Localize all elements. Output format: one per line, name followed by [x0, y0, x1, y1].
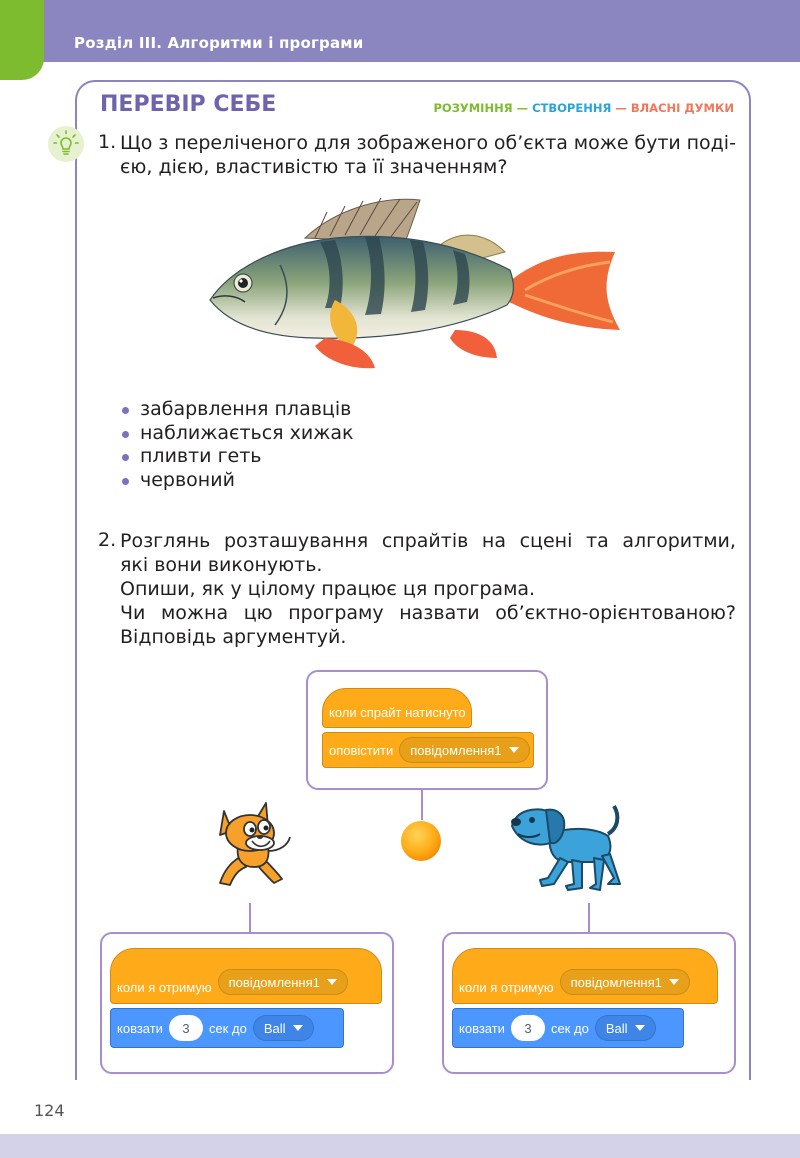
broadcast-block[interactable] — [322, 732, 534, 768]
block-label: оповістити — [329, 742, 394, 758]
question-1-line: Що з переліченого для зображеного об’єкта може бути поді- — [120, 132, 736, 154]
question-2-line: Відповідь аргументуй. — [120, 626, 347, 648]
dropdown-value: повідомлення1 — [228, 974, 320, 990]
level-understanding: РОЗУМІННЯ — [433, 101, 513, 115]
chevron-down-icon — [509, 747, 519, 753]
block-label: коли я отримую — [117, 980, 212, 995]
message-dropdown[interactable] — [218, 969, 348, 995]
connector-line — [249, 903, 251, 933]
page-number: 124 — [34, 1101, 65, 1120]
seconds-input[interactable]: 3 — [511, 1015, 545, 1041]
dropdown-value: повідомлення1 — [570, 974, 662, 990]
seconds-input[interactable]: 3 — [169, 1015, 203, 1041]
question-2-number: 2. — [98, 529, 117, 551]
when-sprite-clicked-block[interactable] — [322, 688, 472, 728]
when-i-receive-block[interactable] — [110, 948, 382, 1004]
chevron-down-icon — [293, 1025, 303, 1031]
question-1-line: єю, дією, властивістю та її значенням? — [120, 156, 508, 178]
question-2-text — [120, 529, 736, 649]
connector-line — [588, 903, 590, 933]
block-label: ковзати — [459, 1020, 505, 1036]
when-i-receive-block[interactable] — [452, 948, 718, 1004]
dropdown-value: Ball — [263, 1020, 286, 1036]
chevron-down-icon — [327, 979, 337, 985]
block-label: сек до — [208, 1020, 247, 1036]
chevron-down-icon — [669, 979, 679, 985]
question-2-line: Чи можна цю програму назвати об’єктно-орієнтованою? — [120, 602, 736, 624]
question-2-line: які вони виконують. — [120, 554, 323, 576]
footer-bar — [0, 1134, 800, 1158]
block-label: коли я отримую — [459, 980, 554, 995]
level-separator: — — [615, 101, 627, 115]
glide-to-block[interactable] — [452, 1008, 684, 1048]
message-dropdown[interactable] — [560, 969, 690, 995]
question-1-options — [120, 398, 353, 492]
level-separator: — — [516, 101, 529, 115]
list-item: забарвлення плавців — [120, 398, 353, 422]
glide-to-block[interactable] — [110, 1008, 344, 1048]
chapter-tab-marker — [0, 0, 44, 80]
question-2-line: Опиши, як у цілому працює ця програма. — [120, 578, 536, 600]
block-label: коли спрайт натиснуто — [329, 705, 466, 720]
self-check-heading: ПЕРЕВІР СЕБЕ — [100, 92, 277, 117]
block-label: сек до — [550, 1020, 589, 1036]
list-item: червоний — [120, 469, 353, 493]
connector-line — [421, 790, 423, 820]
target-dropdown[interactable] — [253, 1015, 314, 1041]
dog-sprite[interactable] — [510, 800, 628, 892]
list-item: наближається хижак — [120, 422, 353, 446]
dropdown-value: повідомлення1 — [410, 742, 502, 758]
cat-sprite[interactable] — [210, 797, 302, 889]
question-1-number: 1. — [98, 131, 117, 153]
question-2-line: Розглянь розташування спрайтів на сцені та алгоритми, — [120, 530, 736, 552]
question-1-text — [120, 131, 736, 179]
level-own-thoughts: ВЛАСНІ ДУМКИ — [630, 101, 734, 115]
block-label: ковзати — [117, 1020, 163, 1036]
chevron-down-icon — [635, 1025, 645, 1031]
target-dropdown[interactable] — [595, 1015, 656, 1041]
chapter-header-bar — [0, 0, 800, 62]
dropdown-value: Ball — [605, 1020, 628, 1036]
level-creating: СТВОРЕННЯ — [532, 101, 612, 115]
ball-sprite[interactable] — [400, 820, 442, 862]
chapter-title: Розділ III. Алгоритми і програми — [74, 34, 364, 52]
list-item: пливти геть — [120, 445, 353, 469]
message-dropdown[interactable] — [399, 737, 529, 763]
lightbulb-icon — [48, 126, 84, 162]
perch-fish-image — [205, 190, 635, 380]
difficulty-levels — [434, 101, 735, 115]
